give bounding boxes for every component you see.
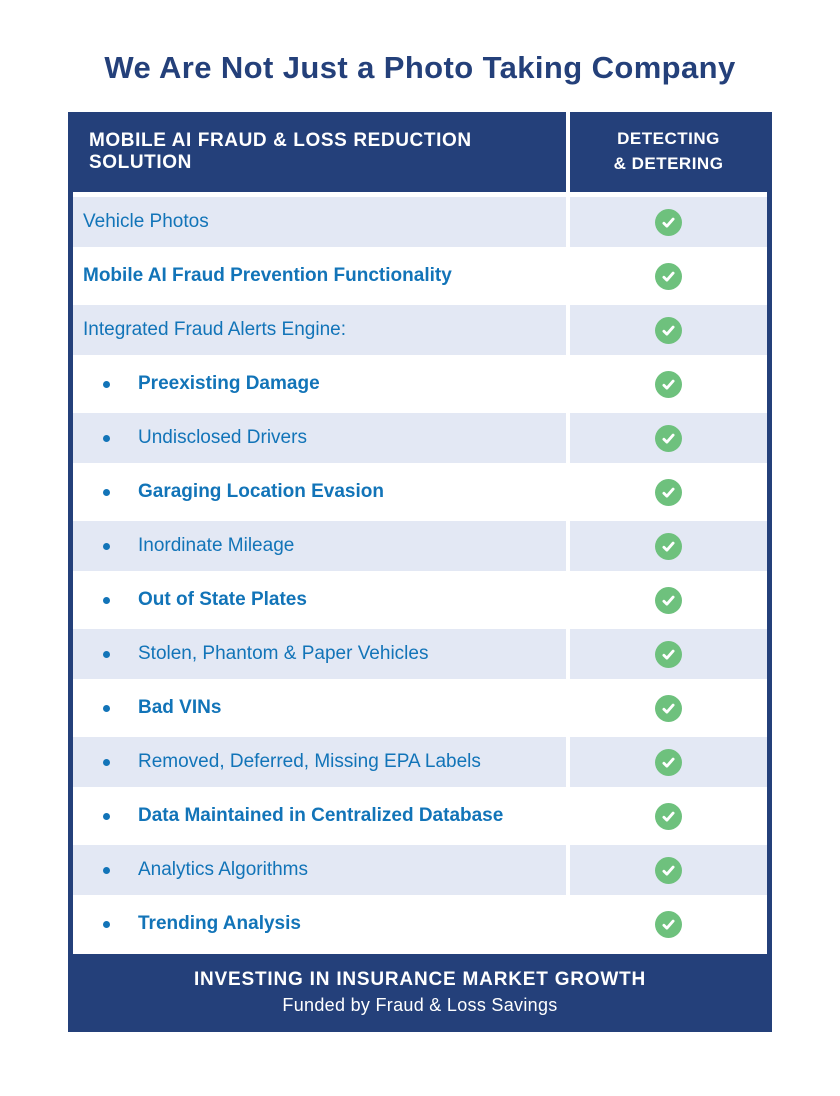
table-row (73, 575, 767, 625)
row-label: Inordinate Mileage (138, 535, 295, 556)
table-row (73, 359, 767, 409)
row-label: Integrated Fraud Alerts Engine: (83, 319, 346, 340)
bullet-icon (103, 489, 110, 496)
bullet-icon (103, 921, 110, 928)
check-circle-icon (655, 587, 682, 614)
bullet-icon (103, 651, 110, 658)
bullet-icon (103, 813, 110, 820)
check-circle-icon (655, 479, 682, 506)
check-circle-icon (655, 803, 682, 830)
row-label: Removed, Deferred, Missing EPA Labels (138, 751, 481, 772)
check-circle-icon (655, 371, 682, 398)
row-check-cell (570, 251, 767, 301)
check-circle-icon (655, 263, 682, 290)
bullet-icon (103, 759, 110, 766)
row-label-cell (73, 629, 570, 679)
row-check-cell (570, 737, 767, 787)
table-row (73, 791, 767, 841)
bullet-icon (103, 597, 110, 604)
table-body (73, 192, 767, 949)
table-row (73, 467, 767, 517)
bullet-icon (103, 867, 110, 874)
row-check-cell (570, 575, 767, 625)
table-row (73, 737, 767, 787)
header-detecting-line2: & DETERING (613, 154, 724, 173)
footer-subtitle: Funded by Fraud & Loss Savings (282, 995, 558, 1015)
table-row (73, 629, 767, 679)
row-check-cell (570, 413, 767, 463)
row-label: Stolen, Phantom & Paper Vehicles (138, 643, 429, 664)
page-title: We Are Not Just a Photo Taking Company (104, 50, 736, 85)
table-row (73, 305, 767, 355)
check-circle-icon (655, 425, 682, 452)
row-label: Out of State Plates (138, 589, 307, 610)
row-label-cell (73, 683, 570, 733)
table-row (73, 683, 767, 733)
table-row (73, 899, 767, 949)
check-circle-icon (655, 641, 682, 668)
row-check-cell (570, 845, 767, 895)
table-row (73, 251, 767, 301)
bullet-icon (103, 705, 110, 712)
check-circle-icon (655, 209, 682, 236)
check-circle-icon (655, 533, 682, 560)
row-label: Analytics Algorithms (138, 859, 309, 880)
row-check-cell (570, 899, 767, 949)
row-label-cell (73, 197, 570, 247)
row-check-cell (570, 305, 767, 355)
table-row (73, 845, 767, 895)
row-label: Mobile AI Fraud Prevention Functionality (83, 265, 452, 286)
header-detecting-line1: DETECTING (617, 129, 720, 149)
row-label-cell (73, 845, 570, 895)
row-label-cell (73, 899, 570, 949)
check-circle-icon (655, 857, 682, 884)
row-label: Vehicle Photos (83, 211, 209, 232)
row-label: Garaging Location Evasion (138, 481, 384, 502)
row-label-cell (73, 305, 570, 355)
footer-title: INVESTING IN INSURANCE MARKET GROWTH (193, 969, 647, 990)
row-label-cell (73, 521, 570, 571)
table-header (73, 112, 767, 192)
check-circle-icon (655, 695, 682, 722)
row-label: Trending Analysis (138, 913, 301, 934)
table-row (73, 197, 767, 247)
row-label: Data Maintained in Centralized Database (138, 805, 504, 826)
check-circle-icon (655, 317, 682, 344)
row-check-cell (570, 521, 767, 571)
bullet-icon (103, 543, 110, 550)
row-label: Undisclosed Drivers (138, 427, 307, 448)
check-circle-icon (655, 749, 682, 776)
row-label-cell (73, 575, 570, 625)
table-row (73, 413, 767, 463)
row-check-cell (570, 359, 767, 409)
check-circle-icon (655, 911, 682, 938)
bullet-icon (103, 435, 110, 442)
row-check-cell (570, 791, 767, 841)
table-footer (68, 954, 772, 1032)
row-check-cell (570, 197, 767, 247)
bullet-icon (103, 381, 110, 388)
row-label: Preexisting Damage (138, 373, 320, 394)
row-label-cell (73, 467, 570, 517)
row-label: Bad VINs (138, 697, 222, 718)
row-label-cell (73, 737, 570, 787)
header-solution-column: MOBILE AI FRAUD & LOSS REDUCTION SOLUTION (89, 130, 472, 173)
row-check-cell (570, 683, 767, 733)
header-detecting-column (570, 112, 767, 192)
row-label-cell (73, 791, 570, 841)
row-check-cell (570, 629, 767, 679)
row-check-cell (570, 467, 767, 517)
row-label-cell (73, 359, 570, 409)
table-row (73, 521, 767, 571)
fraud-solution-table (68, 112, 772, 1032)
row-label-cell (73, 251, 570, 301)
row-label-cell (73, 413, 570, 463)
